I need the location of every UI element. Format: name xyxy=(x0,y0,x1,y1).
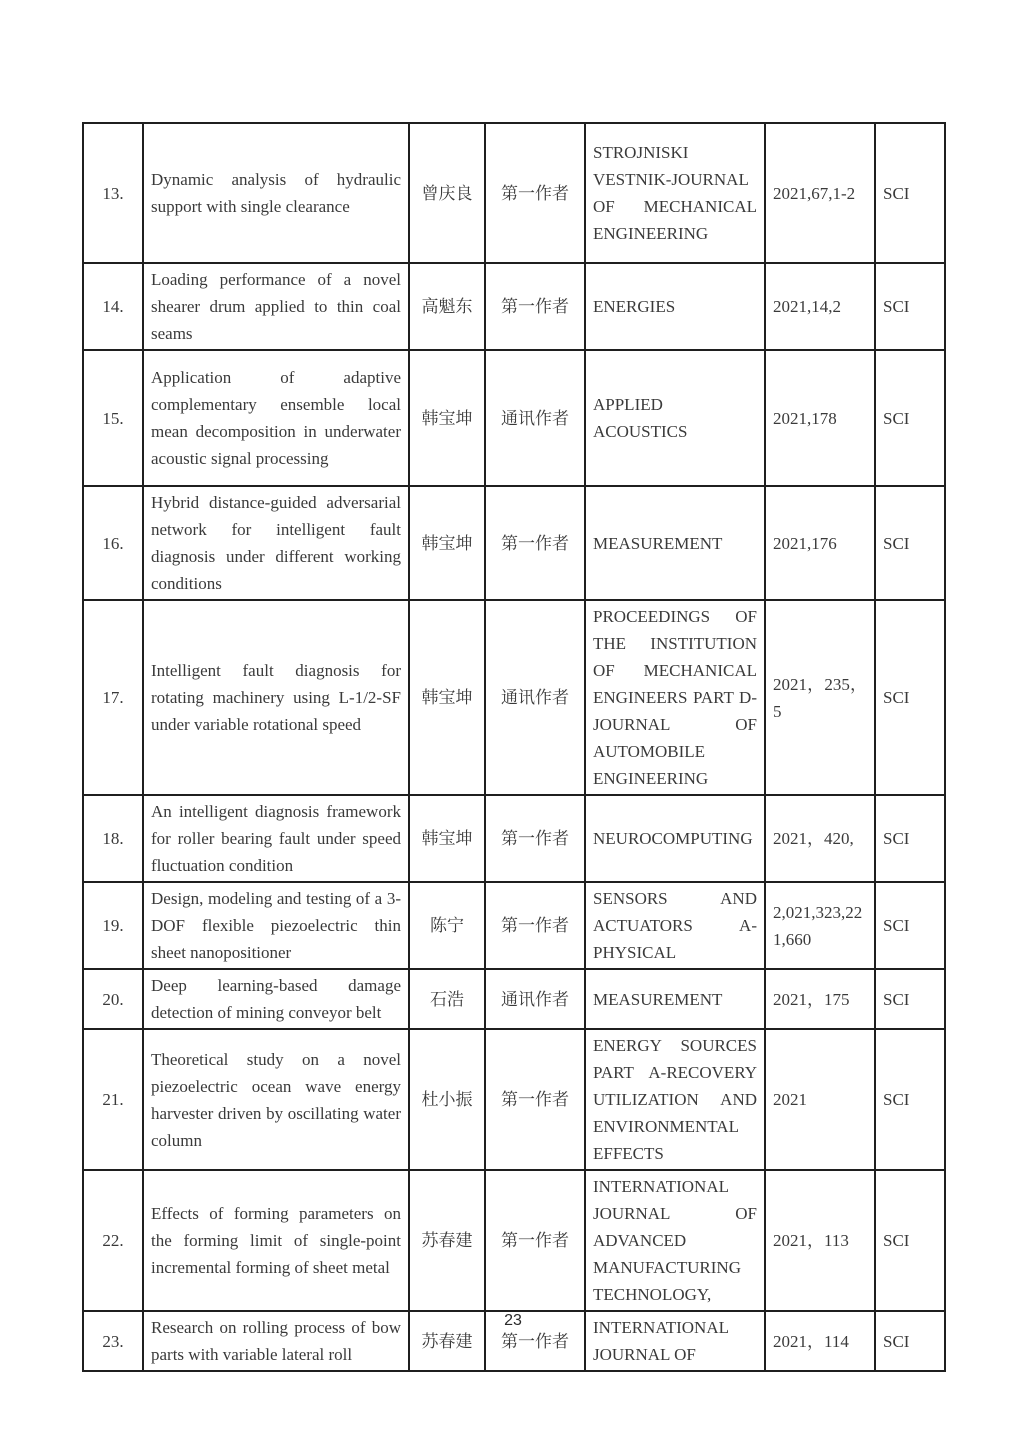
table-row xyxy=(83,350,945,486)
row-number: 20. xyxy=(83,969,143,1029)
volume-info: 2021，420, xyxy=(765,795,875,882)
row-number: 22. xyxy=(83,1170,143,1311)
index-type: SCI xyxy=(875,795,945,882)
volume-info: 2021,14,2 xyxy=(765,263,875,350)
author-role: 通讯作者 xyxy=(485,969,585,1029)
table-row xyxy=(83,263,945,350)
paper-title: Loading performance of a novel shearer drum applied to thin coal seams xyxy=(143,263,409,350)
index-type: SCI xyxy=(875,263,945,350)
author-role: 第一作者 xyxy=(485,1029,585,1170)
author-name: 韩宝坤 xyxy=(409,600,485,795)
author-name: 陈宁 xyxy=(409,882,485,969)
row-number: 18. xyxy=(83,795,143,882)
row-number: 15. xyxy=(83,350,143,486)
author-name: 韩宝坤 xyxy=(409,795,485,882)
author-name: 苏春建 xyxy=(409,1170,485,1311)
author-name: 石浩 xyxy=(409,969,485,1029)
volume-info: 2021,178 xyxy=(765,350,875,486)
author-role: 通讯作者 xyxy=(485,350,585,486)
journal-name: ENERGIES xyxy=(585,263,765,350)
volume-info: 2021，113 xyxy=(765,1170,875,1311)
journal-name: INTERNATIONAL JOURNAL OF ADVANCED MANUFACTURING TECHNOLOGY, xyxy=(585,1170,765,1311)
paper-title: Deep learning-based damage detection of mining conveyor belt xyxy=(143,969,409,1029)
row-number: 16. xyxy=(83,486,143,600)
table-row xyxy=(83,600,945,795)
index-type: SCI xyxy=(875,1029,945,1170)
row-number: 13. xyxy=(83,123,143,263)
volume-info: 2021,176 xyxy=(765,486,875,600)
paper-title: Theoretical study on a novel piezoelectric ocean wave energy harvester driven by oscillating water column xyxy=(143,1029,409,1170)
index-type: SCI xyxy=(875,1170,945,1311)
author-role: 第一作者 xyxy=(485,486,585,600)
row-number: 17. xyxy=(83,600,143,795)
author-role: 第一作者 xyxy=(485,795,585,882)
table-row xyxy=(83,1029,945,1170)
journal-name: MEASUREMENT xyxy=(585,969,765,1029)
journal-name: INTERNATIONAL JOURNAL OF xyxy=(585,1311,765,1371)
table-row xyxy=(83,795,945,882)
index-type: SCI xyxy=(875,123,945,263)
table-row xyxy=(83,882,945,969)
paper-title: Design, modeling and testing of a 3-DOF flexible piezoelectric thin sheet nanopositioner xyxy=(143,882,409,969)
index-type: SCI xyxy=(875,600,945,795)
author-name: 韩宝坤 xyxy=(409,486,485,600)
table-row xyxy=(83,1170,945,1311)
index-type: SCI xyxy=(875,969,945,1029)
row-number: 21. xyxy=(83,1029,143,1170)
volume-info: 2021 xyxy=(765,1029,875,1170)
paper-title: An intelligent diagnosis framework for roller bearing fault under speed fluctuation condition xyxy=(143,795,409,882)
author-name: 高魁东 xyxy=(409,263,485,350)
volume-info: 2021，114 xyxy=(765,1311,875,1371)
table-row xyxy=(83,486,945,600)
author-name: 杜小振 xyxy=(409,1029,485,1170)
author-role: 第一作者 xyxy=(485,1170,585,1311)
paper-title: Effects of forming parameters on the forming limit of single-point incremental forming of sheet metal xyxy=(143,1170,409,1311)
index-type: SCI xyxy=(875,486,945,600)
page-number: 23 xyxy=(504,1312,522,1329)
author-name: 曾庆良 xyxy=(409,123,485,263)
journal-name: APPLIED ACOUSTICS xyxy=(585,350,765,486)
volume-info: 2021,67,1-2 xyxy=(765,123,875,263)
author-role: 第一作者 xyxy=(485,263,585,350)
table-row xyxy=(83,969,945,1029)
paper-title: Hybrid distance-guided adversarial network for intelligent fault diagnosis under different working conditions xyxy=(143,486,409,600)
author-name: 苏春建 xyxy=(409,1311,485,1371)
paper-title: Intelligent fault diagnosis for rotating machinery using L-1/2-SF under variable rotational speed xyxy=(143,600,409,795)
author-role: 第一作者 xyxy=(485,123,585,263)
paper-title: Dynamic analysis of hydraulic support with single clearance xyxy=(143,123,409,263)
publications-table xyxy=(82,122,946,1372)
author-role: 第一作者 xyxy=(485,1311,585,1371)
journal-name: PROCEEDINGS OF THE INSTITUTION OF MECHANICAL ENGINEERS PART D-JOURNAL OF AUTOMOBILE ENGINEERING xyxy=(585,600,765,795)
index-type: SCI xyxy=(875,882,945,969)
volume-info: 2021，175 xyxy=(765,969,875,1029)
journal-name: MEASUREMENT xyxy=(585,486,765,600)
row-number: 14. xyxy=(83,263,143,350)
author-role: 第一作者 xyxy=(485,882,585,969)
table-row xyxy=(83,123,945,263)
volume-info: 2021，235，5 xyxy=(765,600,875,795)
paper-title: Application of adaptive complementary ensemble local mean decomposition in underwater acoustic signal processing xyxy=(143,350,409,486)
journal-name: ENERGY SOURCES PART A-RECOVERY UTILIZATION AND ENVIRONMENTAL EFFECTS xyxy=(585,1029,765,1170)
paper-title: Research on rolling process of bow parts with variable lateral roll xyxy=(143,1311,409,1371)
author-name: 韩宝坤 xyxy=(409,350,485,486)
author-role: 通讯作者 xyxy=(485,600,585,795)
journal-name: SENSORS AND ACTUATORS A-PHYSICAL xyxy=(585,882,765,969)
journal-name: NEUROCOMPUTING xyxy=(585,795,765,882)
row-number: 19. xyxy=(83,882,143,969)
volume-info: 2,021,323,221,660 xyxy=(765,882,875,969)
journal-name: STROJNISKI VESTNIK-JOURNAL OF MECHANICAL ENGINEERING xyxy=(585,123,765,263)
row-number: 23. xyxy=(83,1311,143,1371)
index-type: SCI xyxy=(875,1311,945,1371)
index-type: SCI xyxy=(875,350,945,486)
